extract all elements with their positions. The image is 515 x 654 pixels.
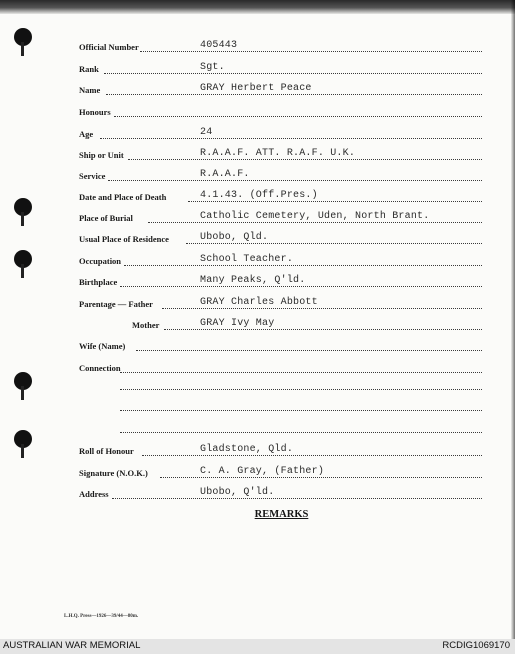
dotted-leader xyxy=(148,222,482,223)
dotted-leader xyxy=(108,180,482,181)
field-label: Parentage — Father xyxy=(79,299,153,309)
field-value: Ubobo, Qld. xyxy=(200,232,269,243)
field-signature-nok xyxy=(0,464,515,480)
blank-line xyxy=(120,432,482,433)
remarks-heading: REMARKS xyxy=(254,509,309,520)
field-label: Roll of Honour xyxy=(79,446,134,456)
field-label: Honours xyxy=(79,107,111,117)
field-label: Place of Burial xyxy=(79,213,133,223)
field-rank xyxy=(0,60,515,76)
dotted-leader xyxy=(188,201,482,202)
dotted-leader xyxy=(112,498,482,499)
field-label: Age xyxy=(79,129,94,139)
dotted-leader xyxy=(162,308,482,309)
field-address xyxy=(0,485,515,501)
dotted-leader xyxy=(114,116,482,117)
field-value: R.A.A.F. ATT. R.A.F. U.K. xyxy=(200,148,356,159)
field-label: Wife (Name) xyxy=(79,341,126,351)
field-place-of-burial xyxy=(0,209,515,225)
field-label: Rank xyxy=(79,64,99,74)
dotted-leader xyxy=(120,372,482,373)
dotted-leader xyxy=(186,243,482,244)
field-label: Date and Place of Death xyxy=(79,192,167,202)
field-label: Connection xyxy=(79,363,121,373)
dotted-leader xyxy=(104,73,482,74)
field-label: Mother xyxy=(132,320,160,330)
dotted-leader xyxy=(120,286,482,287)
blank-line xyxy=(120,410,482,411)
field-value: R.A.A.F. xyxy=(200,169,250,180)
field-value: Many Peaks, Q'ld. xyxy=(200,275,306,286)
field-value: Gladstone, Qld. xyxy=(200,444,294,455)
field-value: 24 xyxy=(200,127,213,138)
field-ship-or-unit xyxy=(0,146,515,162)
field-label: Birthplace xyxy=(79,277,118,287)
field-label: Official Number xyxy=(79,42,139,52)
field-value: C. A. Gray, (Father) xyxy=(200,466,325,477)
dotted-leader xyxy=(124,265,482,266)
field-label: Name xyxy=(79,85,101,95)
field-wife xyxy=(0,337,515,353)
field-birthplace xyxy=(0,273,515,289)
field-value: Sgt. xyxy=(200,62,225,73)
field-value: Ubobo, Q'ld. xyxy=(200,487,275,498)
field-value: 4.1.43. (Off.Pres.) xyxy=(200,190,318,201)
field-label: Usual Place of Residence xyxy=(79,234,169,244)
field-age xyxy=(0,125,515,141)
field-occupation xyxy=(0,252,515,268)
field-date-place-death xyxy=(0,188,515,204)
field-label: Address xyxy=(79,489,109,499)
dotted-leader xyxy=(128,159,482,160)
dotted-leader xyxy=(142,455,482,456)
dotted-leader xyxy=(160,477,482,478)
field-roll-of-honour xyxy=(0,442,515,458)
field-name xyxy=(0,81,515,97)
dotted-leader xyxy=(106,94,482,95)
field-value: Catholic Cemetery, Uden, North Brant. xyxy=(200,211,430,222)
field-label: Occupation xyxy=(79,256,122,266)
blank-line xyxy=(120,389,482,390)
dotted-leader xyxy=(164,329,482,330)
archive-id: RCDIG1069170 xyxy=(442,640,510,651)
field-value: GRAY Charles Abbott xyxy=(200,297,318,308)
dotted-leader xyxy=(136,350,482,351)
field-official-number xyxy=(0,38,515,54)
field-parentage-father xyxy=(0,295,515,311)
field-mother xyxy=(0,316,515,332)
dotted-leader xyxy=(140,51,482,52)
archive-credit: AUSTRALIAN WAR MEMORIAL xyxy=(3,640,141,651)
field-honours xyxy=(0,103,515,119)
field-value: School Teacher. xyxy=(200,254,294,265)
field-connection xyxy=(0,359,515,375)
dotted-leader xyxy=(100,138,482,139)
field-value: 405443 xyxy=(200,40,238,51)
field-label: Service xyxy=(79,171,106,181)
field-value: GRAY Ivy May xyxy=(200,318,275,329)
scan-top-edge xyxy=(0,0,515,14)
field-usual-residence xyxy=(0,230,515,246)
field-label: Signature (N.O.K.) xyxy=(79,468,148,478)
print-code: L.H.Q. Press—1926—39/44—80m. xyxy=(64,614,139,619)
field-value: GRAY Herbert Peace xyxy=(200,83,312,94)
field-label: Ship or Unit xyxy=(79,150,124,160)
field-service xyxy=(0,167,515,183)
